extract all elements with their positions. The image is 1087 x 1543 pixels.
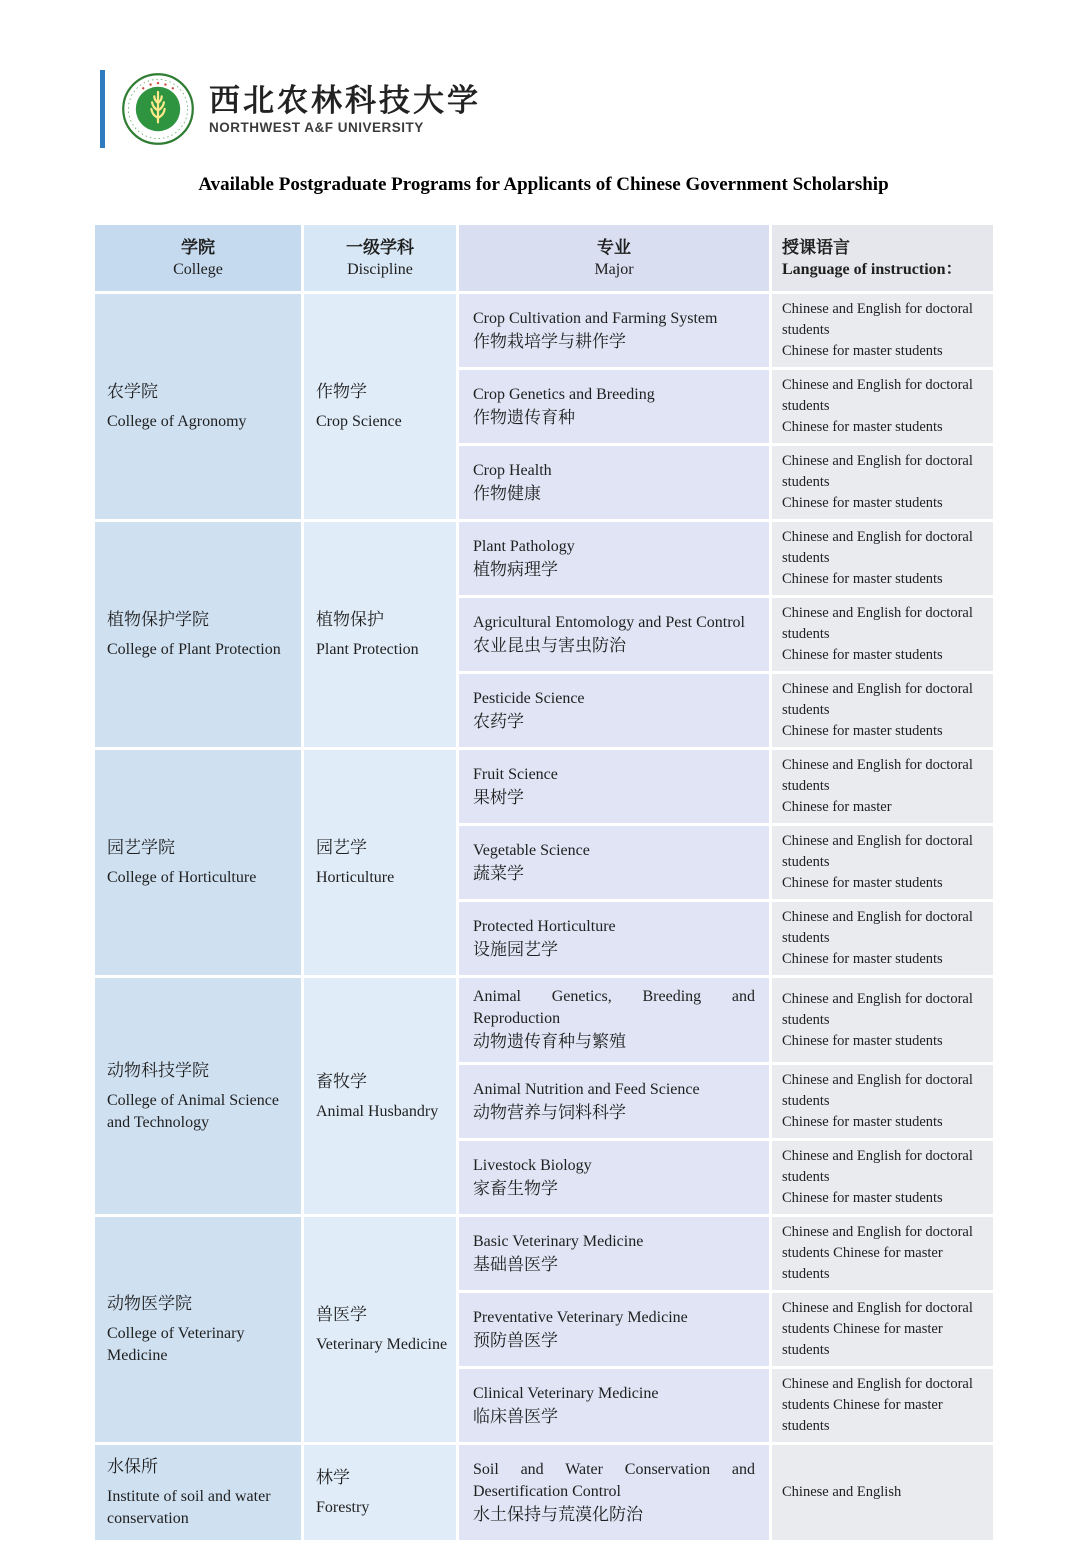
discipline-name-en: Animal Husbandry	[316, 1102, 439, 1120]
college-group-row	[95, 978, 993, 1214]
major-row	[459, 1369, 993, 1442]
college-name-en: Institute of soil and water conservation	[107, 1488, 271, 1527]
language-text: Chinese and English for doctoral students	[782, 1148, 973, 1185]
major-cell	[459, 370, 769, 443]
major-name-zh: 水土保持与荒漠化防治	[473, 1504, 643, 1524]
major-name-zh: 设施园艺学	[473, 939, 558, 959]
major-cell	[459, 1065, 769, 1138]
discipline-name-en: Forestry	[316, 1499, 370, 1516]
major-row	[459, 750, 993, 823]
majors-column	[459, 750, 993, 975]
major-name-en: Crop Cultivation and Farming System	[473, 309, 718, 327]
language-cell	[772, 446, 993, 519]
discipline-name-zh: 作物学	[316, 382, 367, 401]
language-text: Chinese and English for doctoral students	[782, 377, 973, 414]
major-cell	[459, 1217, 769, 1290]
majors-column	[459, 522, 993, 747]
discipline-name-en: Veterinary Medicine	[316, 1336, 448, 1353]
college-cell	[95, 1445, 301, 1540]
language-text: Chinese and English for doctoral students	[782, 529, 973, 566]
college-cell	[95, 294, 301, 519]
major-name-en: Fruit Science	[473, 765, 558, 783]
major-row	[459, 370, 993, 443]
language-cell	[772, 1445, 993, 1540]
language-text: Chinese for master	[782, 799, 892, 815]
language-cell	[772, 1065, 993, 1138]
college-name-en: College of Animal Science and Technology	[107, 1091, 279, 1131]
major-name-en: Soil and Water Conservation and Desertification Control	[473, 1460, 755, 1500]
college-cell	[95, 750, 301, 975]
major-name-en: Basic Veterinary Medicine	[473, 1232, 644, 1250]
discipline-cell	[304, 1445, 456, 1540]
language-cell	[772, 1293, 993, 1366]
university-name-en: NORTHWEST A&F UNIVERSITY	[209, 119, 424, 135]
discipline-name-zh: 植物保护	[316, 610, 384, 629]
college-cell	[95, 522, 301, 747]
college-name-zh: 动物科技学院	[107, 1060, 209, 1080]
major-name-zh: 基础兽医学	[473, 1254, 558, 1274]
major-name-zh: 临床兽医学	[473, 1406, 558, 1426]
header-discipline-en: Discipline	[347, 260, 413, 278]
major-cell	[459, 294, 769, 367]
programs-table	[95, 225, 993, 1543]
major-cell	[459, 1141, 769, 1214]
header-major-zh: 专业	[597, 237, 631, 257]
university-name-block	[209, 84, 481, 135]
discipline-name-zh: 畜牧学	[316, 1071, 367, 1091]
major-name-zh: 作物遗传育种	[473, 407, 575, 427]
language-text: Chinese for master students	[782, 951, 943, 967]
college-cell	[95, 978, 301, 1214]
college-name-zh: 园艺学院	[107, 838, 175, 857]
discipline-cell	[304, 750, 456, 975]
language-text: Chinese and English for doctoral students	[782, 990, 973, 1028]
major-cell	[459, 826, 769, 899]
university-name-zh: 西北农林科技大学	[209, 82, 481, 118]
college-name-en: College of Agronomy	[107, 413, 247, 430]
table-header-row	[95, 225, 993, 291]
discipline-name-zh: 林学	[316, 1468, 350, 1487]
major-row	[459, 294, 993, 367]
major-cell	[459, 522, 769, 595]
discipline-name-en: Horticulture	[316, 869, 395, 886]
language-text: Chinese and English for doctoral students	[782, 909, 973, 946]
major-name-zh: 作物栽培学与耕作学	[473, 331, 626, 351]
major-row	[459, 1141, 993, 1214]
page-title: Available Postgraduate Programs for Applicants of Chinese Government Scholarship	[198, 174, 889, 195]
major-name-en: Protected Horticulture	[473, 917, 616, 935]
language-text: Chinese for master students	[782, 1032, 943, 1049]
header-college-zh: 学院	[181, 237, 215, 257]
language-text: Chinese and English for doctoral students Chinese for master students	[782, 1300, 973, 1358]
major-name-zh: 动物营养与饲料科学	[473, 1102, 626, 1122]
language-text: Chinese and English	[782, 1484, 902, 1500]
language-text: Chinese and English for doctoral students	[782, 301, 973, 338]
header-major-en: Major	[594, 260, 634, 278]
discipline-cell	[304, 522, 456, 747]
major-name-en: Plant Pathology	[473, 537, 575, 555]
major-cell	[459, 978, 769, 1062]
major-row	[459, 1445, 993, 1540]
major-name-en: Livestock Biology	[473, 1156, 592, 1174]
major-name-en: Crop Genetics and Breeding	[473, 385, 655, 403]
major-row	[459, 446, 993, 519]
major-row	[459, 902, 993, 975]
discipline-cell	[304, 978, 456, 1214]
language-cell	[772, 902, 993, 975]
language-text: Chinese and English for doctoral students Chinese for master students	[782, 1376, 973, 1434]
brand-header	[100, 70, 481, 148]
language-text: Chinese for master students	[782, 723, 943, 739]
college-name-en: College of Horticulture	[107, 869, 257, 886]
major-name-en: Pesticide Science	[473, 689, 585, 707]
major-name-en: Animal Genetics, Breeding and Reproduction	[473, 988, 755, 1027]
majors-column	[459, 1445, 993, 1540]
discipline-cell	[304, 1217, 456, 1442]
language-text: Chinese and English for doctoral students	[782, 757, 973, 794]
language-text: Chinese and English for doctoral students	[782, 453, 973, 490]
language-cell	[772, 674, 993, 747]
table-body	[95, 294, 993, 1540]
language-text: Chinese for master students	[782, 1114, 943, 1130]
major-name-zh: 动物遗传育种与繁殖	[473, 1032, 626, 1051]
header-college	[95, 225, 301, 291]
language-text: Chinese and English for doctoral students	[782, 1072, 973, 1109]
major-name-zh: 预防兽医学	[473, 1330, 558, 1350]
discipline-name-zh: 园艺学	[316, 838, 367, 857]
college-group-row	[95, 1217, 993, 1442]
major-name-en: Preventative Veterinary Medicine	[473, 1308, 688, 1326]
major-cell	[459, 446, 769, 519]
college-group-row	[95, 522, 993, 747]
language-text: Chinese for master students	[782, 647, 943, 663]
major-name-zh: 家畜生物学	[473, 1178, 558, 1198]
major-name-zh: 作物健康	[473, 483, 541, 503]
language-text: Chinese for master students	[782, 571, 943, 587]
discipline-name-zh: 兽医学	[316, 1305, 367, 1324]
discipline-name-en: Plant Protection	[316, 641, 419, 658]
major-row	[459, 598, 993, 671]
language-cell	[772, 750, 993, 823]
header-language-en: Language of instruction：	[782, 260, 962, 278]
majors-column	[459, 294, 993, 519]
language-text: Chinese for master students	[782, 1190, 943, 1206]
major-row	[459, 522, 993, 595]
major-cell	[459, 1369, 769, 1442]
major-row	[459, 1217, 993, 1290]
language-text: Chinese for master students	[782, 875, 943, 891]
major-row	[459, 826, 993, 899]
major-name-en: Animal Nutrition and Feed Science	[473, 1080, 700, 1098]
college-name-zh: 植物保护学院	[107, 610, 209, 629]
header-discipline	[304, 225, 456, 291]
language-cell	[772, 826, 993, 899]
discipline-cell	[304, 294, 456, 519]
language-text: Chinese and English for doctoral students	[782, 681, 973, 718]
language-cell	[772, 294, 993, 367]
header-language-zh: 授课语言	[782, 237, 850, 257]
header-language	[772, 225, 993, 291]
language-cell	[772, 522, 993, 595]
major-cell	[459, 902, 769, 975]
major-name-en: Clinical Veterinary Medicine	[473, 1384, 659, 1402]
language-text: Chinese and English for doctoral students	[782, 605, 973, 642]
college-group-row	[95, 750, 993, 975]
major-cell	[459, 674, 769, 747]
college-group-row	[95, 1445, 993, 1540]
language-text: Chinese for master students	[782, 343, 943, 359]
college-name-zh: 动物医学院	[107, 1294, 192, 1313]
language-text: Chinese and English for doctoral students	[782, 833, 973, 870]
college-cell	[95, 1217, 301, 1442]
language-cell	[772, 1369, 993, 1442]
major-row	[459, 674, 993, 747]
major-row	[459, 978, 993, 1062]
major-cell	[459, 750, 769, 823]
major-name-en: Vegetable Science	[473, 841, 590, 859]
language-cell	[772, 978, 993, 1062]
major-cell	[459, 1293, 769, 1366]
college-name-zh: 农学院	[107, 382, 158, 401]
major-name-zh: 农药学	[473, 711, 524, 731]
major-row	[459, 1293, 993, 1366]
language-cell	[772, 598, 993, 671]
major-name-en: Agricultural Entomology and Pest Control	[473, 613, 745, 631]
language-cell	[772, 370, 993, 443]
major-name-en: Crop Health	[473, 461, 552, 479]
language-text: Chinese for master students	[782, 495, 943, 511]
header-college-en: College	[173, 260, 223, 278]
vertical-accent-bar	[100, 70, 105, 148]
header-discipline-zh: 一级学科	[346, 237, 414, 257]
major-cell	[459, 598, 769, 671]
college-name-en: College of Plant Protection	[107, 641, 281, 658]
language-cell	[772, 1141, 993, 1214]
discipline-name-en: Crop Science	[316, 413, 402, 430]
college-name-zh: 水保所	[107, 1457, 158, 1476]
major-cell	[459, 1445, 769, 1540]
language-text: Chinese for master students	[782, 419, 943, 435]
major-name-zh: 植物病理学	[473, 559, 558, 579]
major-name-zh: 果树学	[473, 787, 524, 807]
majors-column	[459, 978, 993, 1214]
major-name-zh: 蔬菜学	[473, 863, 524, 883]
college-name-en: College of Veterinary Medicine	[107, 1325, 245, 1364]
university-seal-icon	[121, 72, 195, 146]
language-text: Chinese and English for doctoral students Chinese for master students	[782, 1224, 973, 1282]
major-name-zh: 农业昆虫与害虫防治	[473, 635, 626, 655]
major-row	[459, 1065, 993, 1138]
majors-column	[459, 1217, 993, 1442]
header-major	[459, 225, 769, 291]
college-group-row	[95, 294, 993, 519]
language-cell	[772, 1217, 993, 1290]
